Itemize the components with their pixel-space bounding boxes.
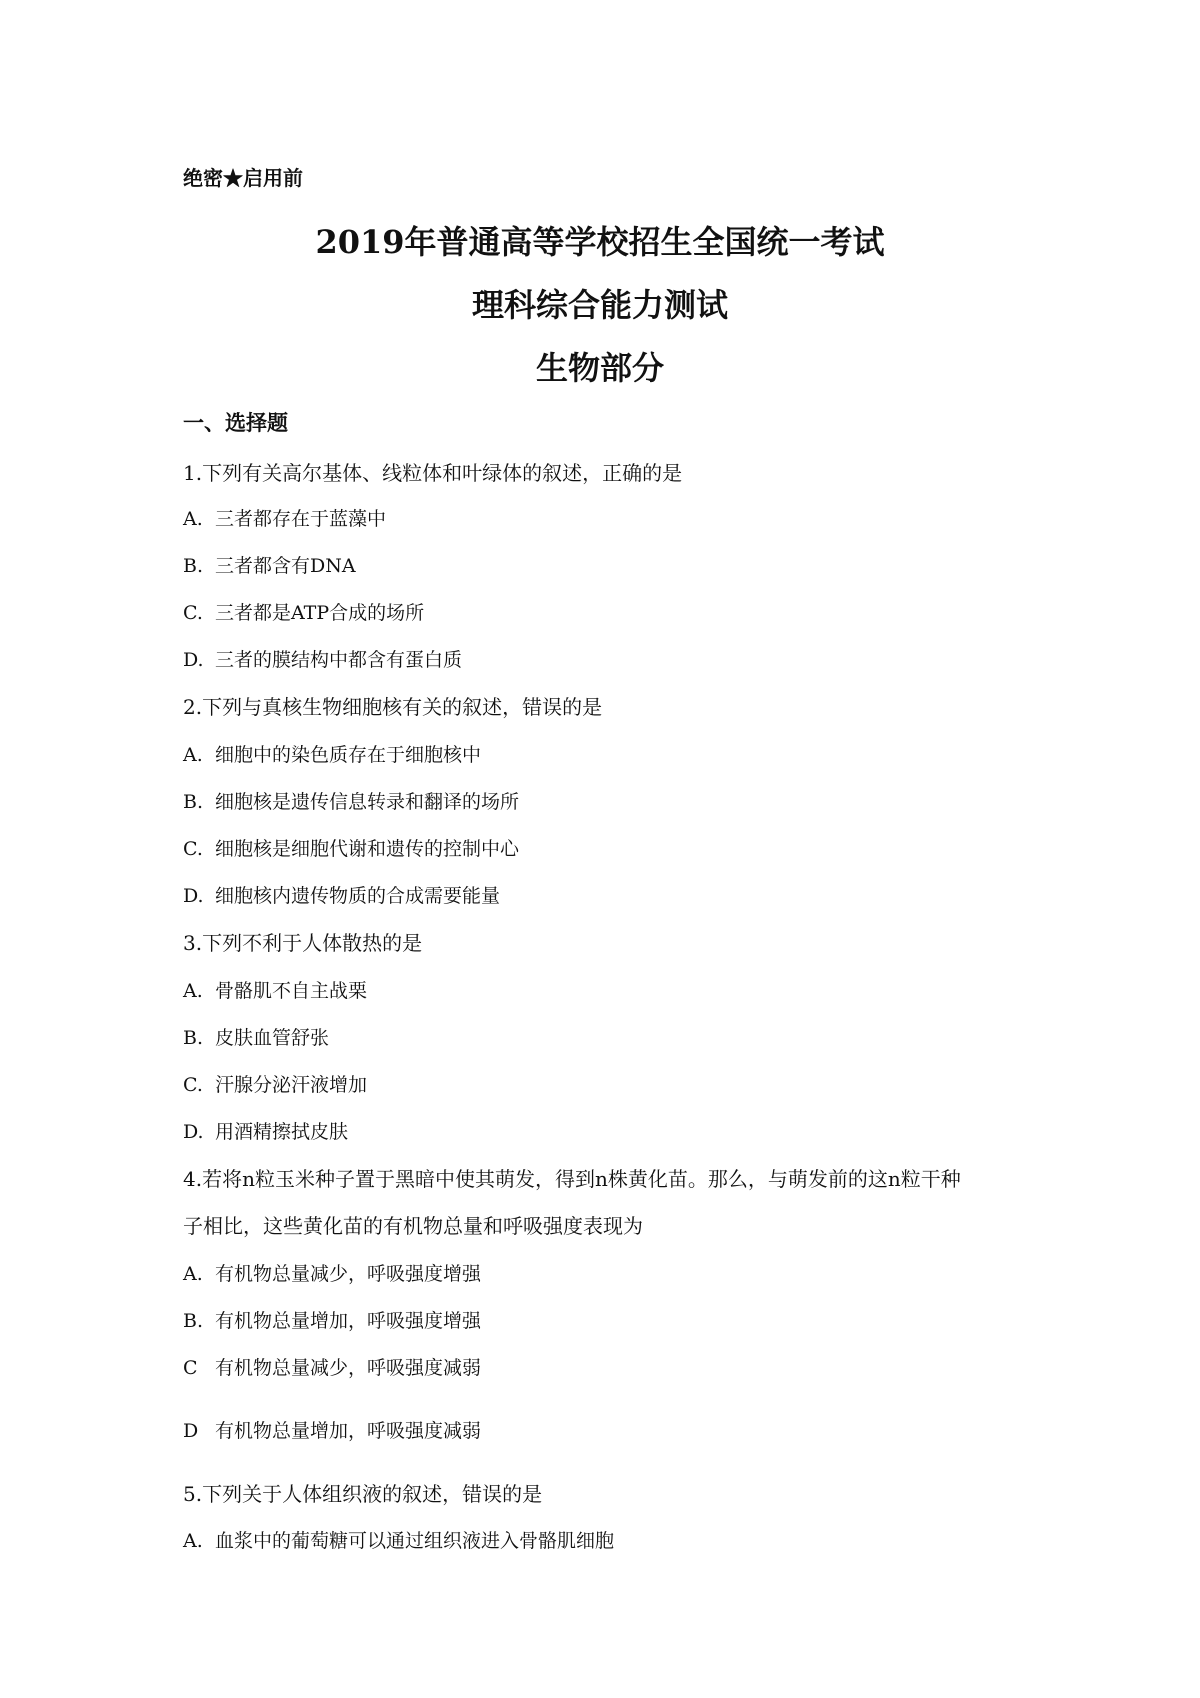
option-text: 三者的膜结构中都含有蛋白质 (215, 649, 463, 671)
option-letter: B. (183, 1310, 204, 1332)
confidential-label: 绝密★启用前 (183, 166, 303, 190)
question-5-option-a (183, 1528, 614, 1554)
section-heading: 一、选择题 (183, 410, 288, 435)
question-2-option-d (183, 883, 500, 909)
exam-subtitle: 理科综合能力测试 (471, 286, 728, 324)
question-3-option-d (183, 1119, 348, 1145)
option-text: 细胞核内遗传物质的合成需要能量 (215, 885, 501, 907)
option-text: 骨骼肌不自主战栗 (215, 980, 368, 1002)
question-1-option-b (183, 553, 356, 579)
question-1-option-a (183, 506, 386, 532)
option-text: 汗腺分泌汗液增加 (215, 1074, 368, 1096)
question-4-stem-line2: 子相比，这些黄化苗的有机物总量和呼吸强度表现为 (183, 1214, 643, 1238)
question-1-option-c (183, 600, 424, 626)
option-text: 细胞核是遗传信息转录和翻译的场所 (215, 791, 520, 813)
option-text: 有机物总量增加，呼吸强度增强 (215, 1310, 482, 1332)
question-4-option-a (183, 1261, 481, 1287)
question-4-option-b (183, 1308, 481, 1334)
option-letter: B. (183, 791, 204, 813)
option-text: 有机物总量减少，呼吸强度减弱 (215, 1357, 482, 1379)
option-text: 三者都含有DNA (215, 555, 356, 577)
option-text: 三者都存在于蓝藻中 (215, 508, 387, 530)
question-4-option-c (183, 1355, 481, 1381)
option-letter: A. (183, 1530, 203, 1552)
option-letter: D. (183, 649, 204, 671)
option-letter: C. (183, 1074, 203, 1096)
option-letter: A. (183, 980, 203, 1002)
question-1-stem: 1.下列有关高尔基体、线粒体和叶绿体的叙述，正确的是 (183, 461, 683, 485)
option-letter: A. (183, 1263, 203, 1285)
option-text: 有机物总量增加，呼吸强度减弱 (215, 1420, 482, 1442)
option-text: 细胞核是细胞代谢和遗传的控制中心 (215, 838, 520, 860)
option-letter: C (183, 1357, 198, 1379)
question-5-stem: 5.下列关于人体组织液的叙述，错误的是 (183, 1482, 543, 1506)
question-2-option-a (183, 742, 481, 768)
option-letter: D. (183, 885, 204, 907)
option-letter: C. (183, 838, 203, 860)
option-text: 血浆中的葡萄糖可以通过组织液进入骨骼肌细胞 (215, 1530, 615, 1552)
question-3-stem: 3.下列不利于人体散热的是 (183, 931, 423, 955)
question-3-option-c (183, 1072, 367, 1098)
option-text: 用酒精擦拭皮肤 (215, 1121, 349, 1143)
option-letter: D (183, 1420, 199, 1442)
option-letter: A. (183, 744, 203, 766)
exam-title: 2019年普通高等学校招生全国统一考试 (315, 223, 885, 261)
question-2-option-b (183, 789, 519, 815)
question-4-stem-line1: 4.若将n粒玉米种子置于黑暗中使其萌发，得到n株黄化苗。那么，与萌发前的这n粒干种 (183, 1167, 961, 1191)
option-letter: C. (183, 602, 203, 624)
question-3-option-a (183, 978, 367, 1004)
option-text: 有机物总量减少，呼吸强度增强 (215, 1263, 482, 1285)
option-text: 三者都是ATP合成的场所 (215, 602, 425, 624)
option-letter: B. (183, 1027, 204, 1049)
option-text: 皮肤血管舒张 (215, 1027, 330, 1049)
question-1-option-d (183, 647, 462, 673)
exam-subject: 生物部分 (535, 349, 664, 387)
question-2-option-c (183, 836, 519, 862)
question-4-option-d (183, 1418, 481, 1444)
option-letter: D. (183, 1121, 204, 1143)
question-2-stem: 2.下列与真核生物细胞核有关的叙述，错误的是 (183, 695, 603, 719)
option-text: 细胞中的染色质存在于细胞核中 (215, 744, 482, 766)
option-letter: B. (183, 555, 204, 577)
option-letter: A. (183, 508, 203, 530)
question-3-option-b (183, 1025, 329, 1051)
